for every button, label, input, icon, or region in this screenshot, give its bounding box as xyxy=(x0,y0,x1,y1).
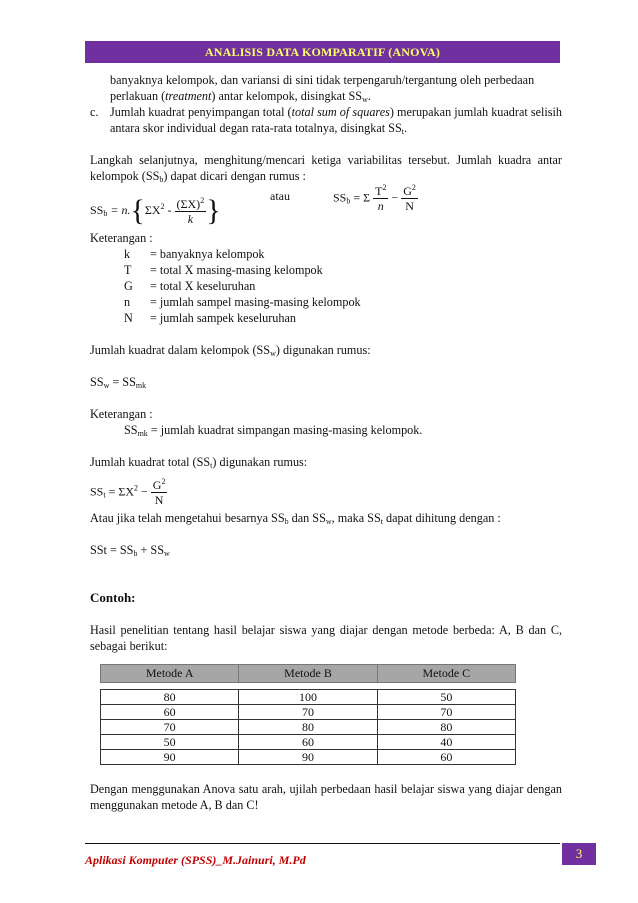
list-item-text: Jumlah kuadrat penyimpangan total (total sum of squares) merupakan jumlah kuadrat selisih antara skor individual degan rata-rata totalnya, disingkat $SS_t$. xyxy=(110,105,562,136)
table-row: 70 80 80 xyxy=(101,720,516,735)
list-marker: c. xyxy=(90,105,99,119)
paragraph-langkah: Langkah selanjutnya, menghitung/mencari ketiga variabilitas tersebut. Jumlah kuadra antar kelompok $(SS_b)$ dapat dicari dengan rumus : xyxy=(90,153,562,184)
keterangan-row: T = total X masing-masing kelompok xyxy=(124,263,323,277)
keterangan2-title: Keterangan : xyxy=(90,407,153,421)
atau-line: Atau jika telah mengetahui besarnya $SS_b$ dan $SS_w$, maka $SS_t$ dapat dihitung dengan : xyxy=(90,511,501,526)
paragraph-continuation xyxy=(90,72,562,104)
document-body xyxy=(90,72,562,813)
data-table xyxy=(100,664,516,765)
contoh-heading: Contoh: xyxy=(90,590,136,605)
table-row: 60 70 70 xyxy=(101,705,516,720)
keterangan-row: G = total X keseluruhan xyxy=(124,279,256,293)
formula-ssb xyxy=(90,184,562,230)
table-header-row xyxy=(101,665,516,683)
formula-atau: atau xyxy=(270,189,290,203)
keterangan-row: N = jumlah sampek keseluruhan xyxy=(124,311,296,325)
keterangan-title: Keterangan : xyxy=(90,231,153,245)
table-row: 50 60 40 xyxy=(101,735,516,750)
keterangan-row: n = jumlah sampel masing-masing kelompok xyxy=(124,295,361,309)
text-line: perlakuan (treatment) antar kelompok, disingkat $SS_w$. xyxy=(110,89,371,104)
sst-intro: Jumlah kuadrat total $(SS_t)$ digunakan rumus: xyxy=(90,455,308,470)
formula-sst: $SS_t = \Sigma X^2$ − $\frac{G^2}{N}$ xyxy=(90,477,166,507)
keterangan-list xyxy=(90,246,562,326)
formula-ssb-left: $SS_b = n.\{\Sigma X^2$ - $\frac{(\Sigma X)^2}{k}$ } xyxy=(90,194,221,227)
column-header: Metode C xyxy=(377,665,515,683)
closing-paragraph: Dengan menggunakan Anova satu arah, ujilah perbedaan hasil belajar siswa yang diajar dengan menggunakan metode A, B dan C! xyxy=(90,782,562,812)
ssw-formula: $SS_w = SS_{mk}$ xyxy=(90,375,147,390)
keterangan2-text: $SS_{mk}$ = jumlah kuadrat simpangan masing-masing kelompok. xyxy=(124,423,423,438)
footer-author: Aplikasi Komputer (SPSS)_M.Jainuri, M.Pd xyxy=(85,853,306,867)
column-header: Metode B xyxy=(239,665,377,683)
page-number: 3 xyxy=(562,843,596,865)
page-header: ANALISIS DATA KOMPARATIF (ANOVA) xyxy=(85,41,560,63)
sst-sum: SSt = $SS_b + SS_w$ xyxy=(90,543,170,558)
ssw-intro: Jumlah kuadrat dalam kelompok $(SS_w)$ digunakan rumus: xyxy=(90,343,371,358)
table-row: 80 100 50 xyxy=(101,690,516,705)
keterangan-row: k = banyaknya kelompok xyxy=(124,247,265,261)
footer-divider xyxy=(85,843,560,844)
text-line: banyaknya kelompok, dan variansi di sini tidak terpengaruh/tergantung oleh perbedaan xyxy=(110,73,535,87)
table-row: 90 90 60 xyxy=(101,750,516,765)
formula-ssb-right: $SS_b = \Sigma$ $\frac{T^2}{n}$ − $\frac{G^2}{N}$ xyxy=(333,183,416,213)
list-item-c xyxy=(90,104,562,136)
column-header: Metode A xyxy=(101,665,239,683)
hasil-paragraph: Hasil penelitian tentang hasil belajar siswa yang diajar dengan metode berbeda: A, B dan C, sebagai berikut: xyxy=(90,623,562,653)
